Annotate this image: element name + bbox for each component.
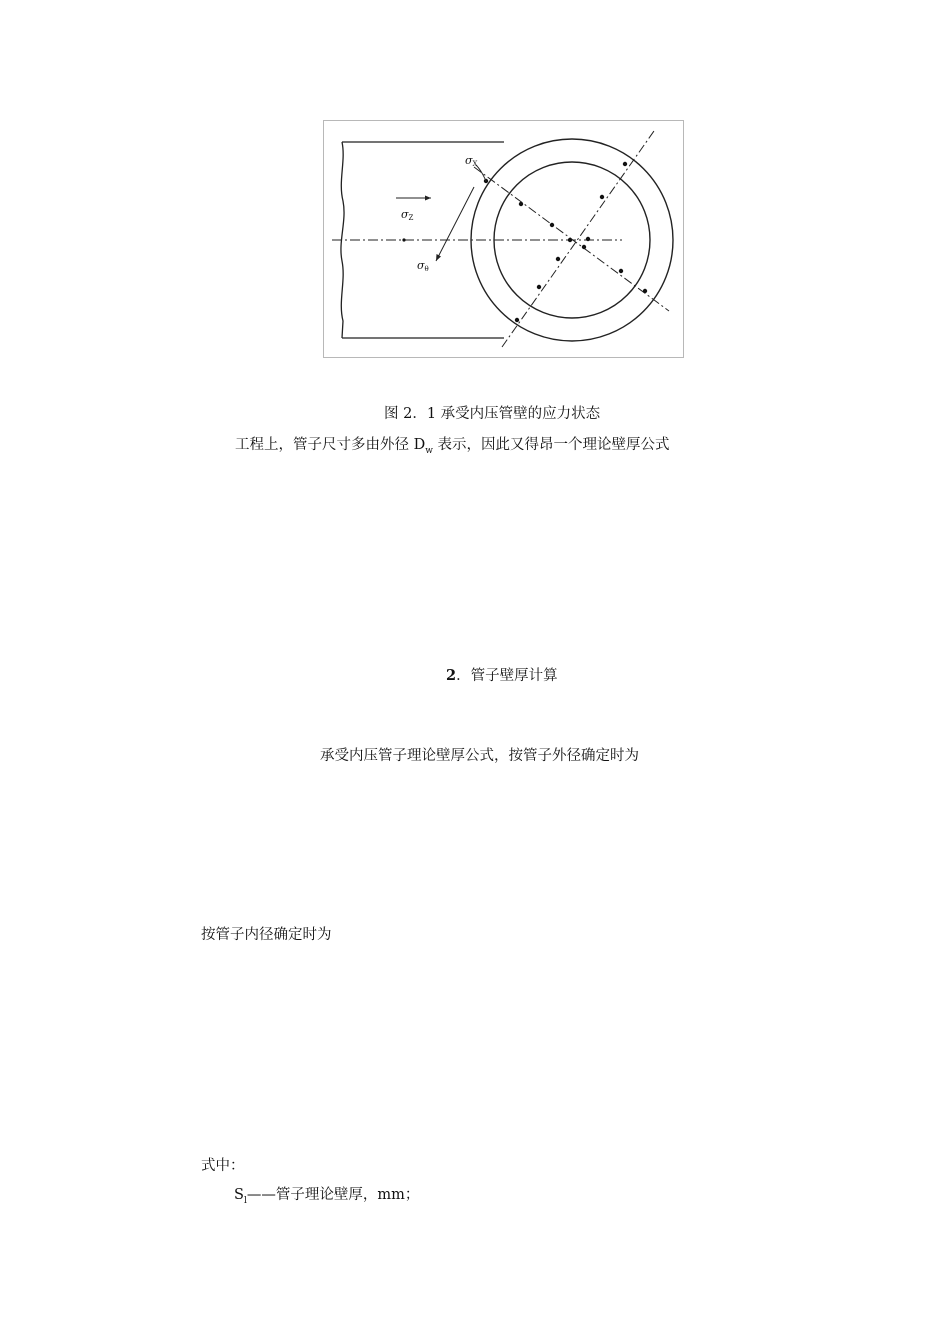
- sigma-theta-arrow: [436, 187, 474, 261]
- where-label: 式中：: [201, 1158, 245, 1174]
- diagonal-axis-2: [502, 131, 654, 347]
- definition-text: ——管子理论壁厚，mm；: [246, 1187, 420, 1203]
- sigma-theta-label: σθ: [417, 259, 429, 273]
- section-title: ．管子壁厚计算: [456, 668, 558, 684]
- definition-subscript: l: [243, 1196, 247, 1206]
- diameter-subscript: w: [425, 446, 433, 456]
- stress-diagram-figure: [323, 120, 684, 358]
- paragraph-text-start: 工程上，管子尺寸多由外径 D: [235, 437, 426, 453]
- formula-intro-outer-diameter: 承受内压管子理论壁厚公式，按管子外径确定时为: [320, 748, 639, 764]
- pipe-wall-stress-diagram: [324, 121, 685, 359]
- section-heading: [446, 667, 558, 685]
- section-number: 2: [446, 667, 457, 684]
- paragraph-text-end: 表示，因此又得昂一个理论壁厚公式: [432, 437, 670, 453]
- definition-symbol: S: [234, 1187, 244, 1203]
- figure-caption: 图 2．1 承受内压管壁的应力状态: [384, 406, 601, 422]
- paragraph-outer-diameter: [235, 436, 670, 460]
- sigma-x-label: σX: [465, 154, 478, 168]
- definition-item: [234, 1186, 419, 1210]
- formula-intro-inner-diameter: 按管子内径确定时为: [201, 927, 332, 943]
- sigma-z-label: σZ: [401, 208, 414, 222]
- stress-points: [402, 162, 647, 322]
